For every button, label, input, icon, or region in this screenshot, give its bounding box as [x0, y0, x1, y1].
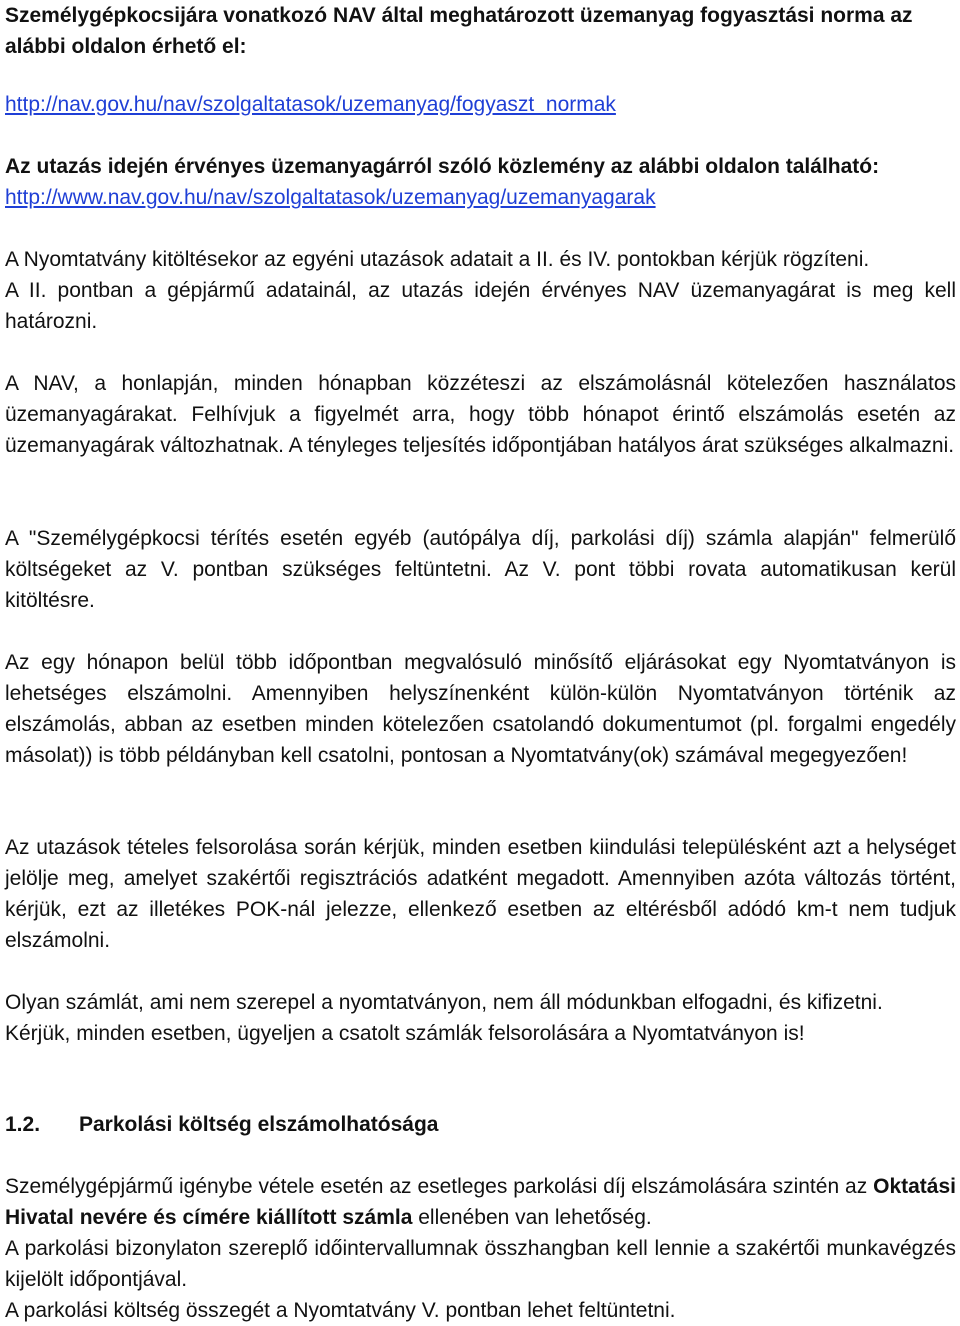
paragraph-vehicle-data: A II. pontban a gépjármű adatainál, az utazás idején érvényes NAV üzemanyagárat is meg kell határozni. — [5, 279, 956, 333]
paragraph-invoices — [5, 987, 956, 1049]
paragraph-invoices-line-2: Kérjük, minden esetben, ügyeljen a csatolt számlák felsorolására a Nyomtatványon is! — [5, 1022, 805, 1045]
section-paragraph-parking-text: Személygépjármű igénybe vétele esetén az esetleges parkolási díj elszámolására szintén az — [5, 1175, 874, 1198]
price-intro-text: Az utazás idején érvényes üzemanyagárról szóló közlemény az alábbi oldalon található: — [5, 155, 880, 178]
section-heading — [5, 1109, 438, 1140]
paragraph-form-items-line: A Nyomtatvány kitöltésekor az egyéni utazások adatait a II. és IV. pontokban kérjük rögzíteni. — [5, 248, 870, 271]
section-title: Parkolási költség elszámolhatósága — [79, 1113, 439, 1136]
price-link-line — [5, 182, 956, 213]
section-paragraph-interval: A parkolási bizonylaton szereplő időintervallumnak összhangban kell lennie a szakértői munkavégzés kijelölt időpontjával. — [5, 1237, 956, 1291]
paragraph-nav-prices: A NAV, a honlapján, minden hónapban közzéteszi az elszámolásnál kötelezően használatos üzemanyagárakat. Felhívjuk a figyelmét arra, hogy több hónapot érintő elszámolás esetén az üzemanyagárak változhatnak. A tényleges teljesítés időpontjában hatályos árat szükséges alkalmazni. — [5, 372, 956, 457]
paragraph-multiple-procedures: Az egy hónapon belül több időpontban megvalósuló minősítő eljárásokat egy Nyomtatványon is lehetséges elszámolni. Amennyiben helyszínenként külön-külön Nyomtatványon történik az elszámolás, abban az esetben minden kötelezően csatolandó dokumentumot (pl. forgalmi engedély másolat)) is több példányban kell csatolni, pontosan a Nyomtatvány(ok) számával megegyezően! — [5, 651, 956, 767]
section-paragraph-amount: A parkolási költség összegét a Nyomtatvány V. pontban lehet feltüntetni. — [5, 1299, 676, 1322]
section-paragraph-parking-tail: ellenében van lehetőség. — [412, 1206, 652, 1229]
fuel-price-link[interactable]: http://www.nav.gov.hu/nav/szolgaltatasok/uzemanyag/uzemanyagarak — [5, 186, 656, 209]
norm-link-line — [5, 89, 956, 120]
section-paragraph-parking — [5, 1171, 956, 1233]
norm-intro-line-1: Személygépkocsijára vonatkozó NAV által meghatározott üzemanyag fogyasztási norma az — [5, 4, 913, 27]
norm-intro-text — [5, 0, 956, 62]
invoice-requirement-emphasis: Oktatási Hivatal nevére és címére kiállított számla — [5, 1175, 956, 1229]
section-number: 1.2. — [5, 1113, 41, 1136]
norm-intro-line-2: alábbi oldalon érhető el: — [5, 35, 247, 58]
paragraph-form-items — [5, 244, 956, 275]
paragraph-invoices-line-1: Olyan számlát, ami nem szerepel a nyomtatványon, nem áll módunkban elfogadni, és kifizetni. — [5, 991, 883, 1014]
fuel-norm-link[interactable]: http://nav.gov.hu/nav/szolgaltatasok/uzemanyag/fogyaszt_normak — [5, 93, 616, 116]
paragraph-other-costs: A "Személygépkocsi térítés esetén egyéb (autópálya díj, parkolási díj) számla alapján" felmerülő költségeket az V. pontban szükséges feltüntetni. Az V. pont többi rovata automatikusan kerül kitöltésre. — [5, 527, 956, 612]
paragraph-trip-listing: Az utazások tételes felsorolása során kérjük, minden esetben kiindulási településként azt a helységet jelölje meg, amelyet szakértői regisztrációs adatként megadott. Amennyiben azóta változás történt, kérjük, ezt az illetékes POK-nál jelezze, ellenkező esetben az eltérésből adódó km-t nem tudjuk elszámolni. — [5, 836, 956, 952]
